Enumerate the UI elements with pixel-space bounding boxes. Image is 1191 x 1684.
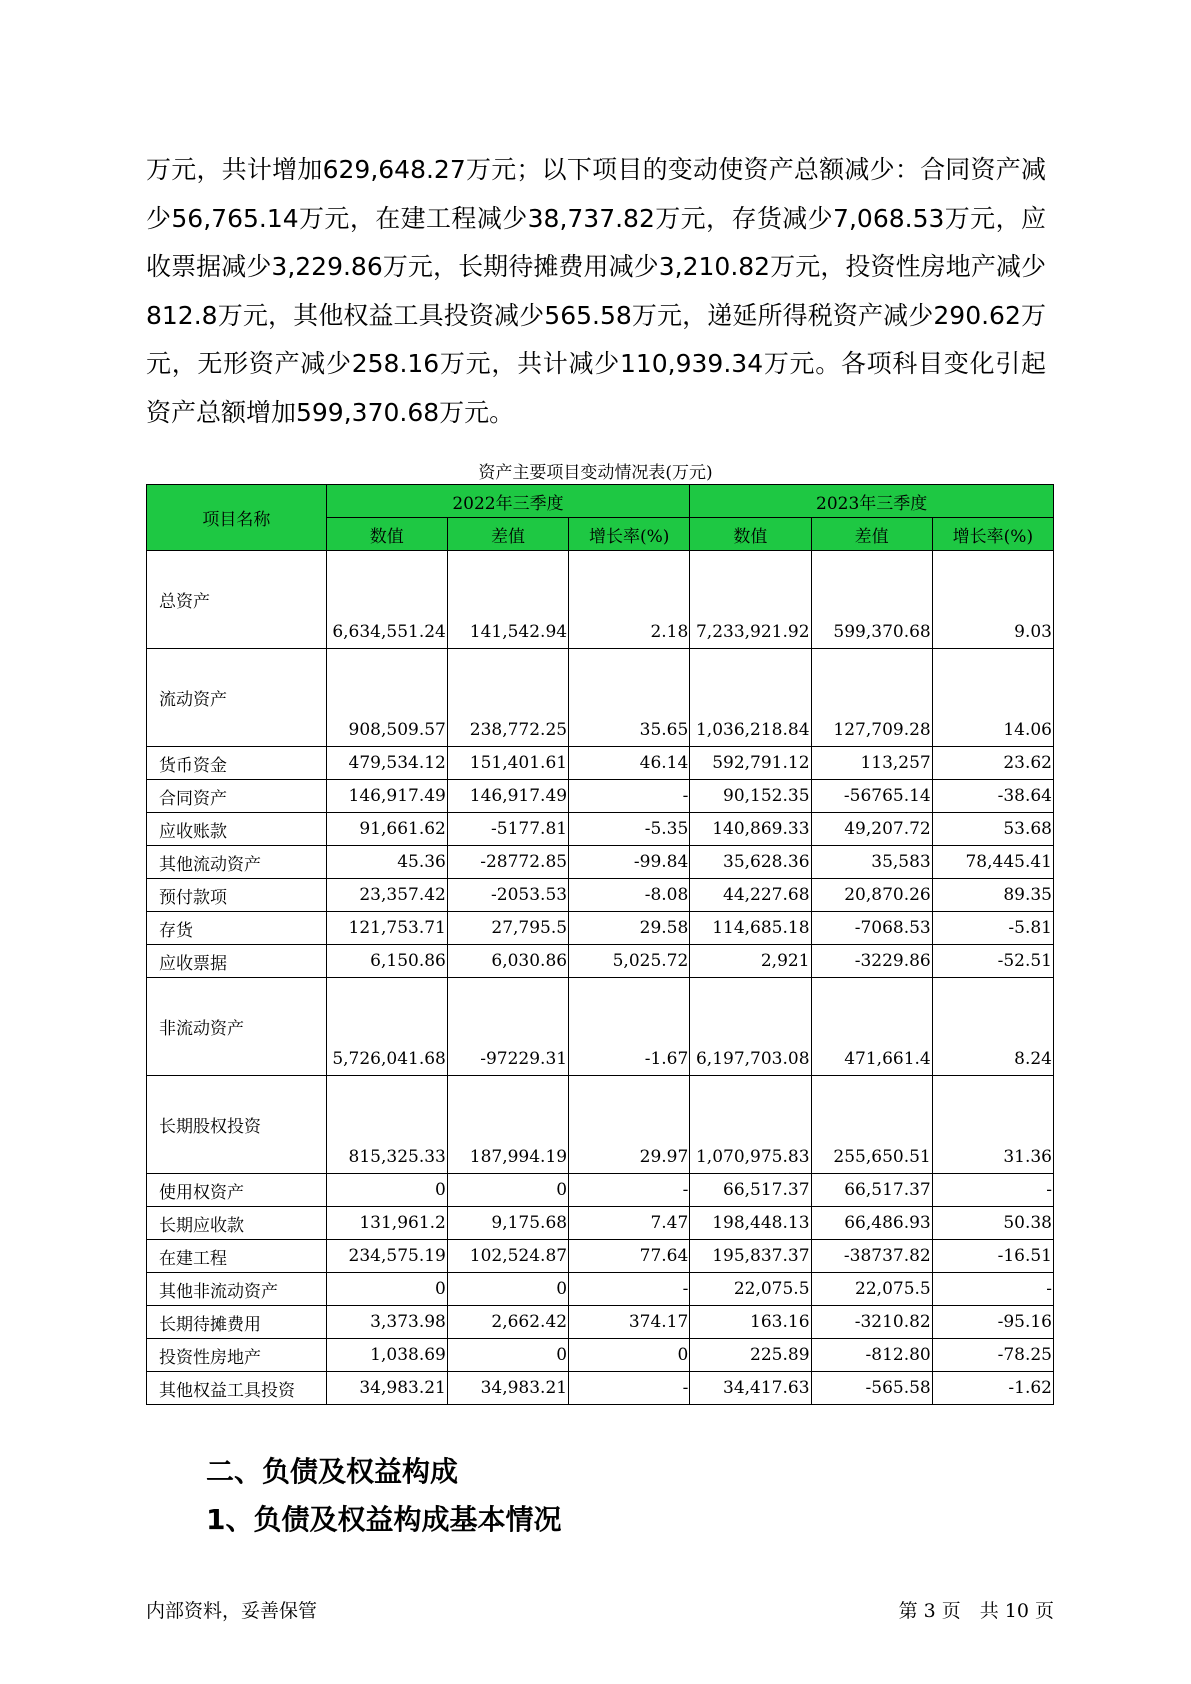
- table-cell: 78,445.41: [932, 846, 1053, 879]
- table-row: [147, 1174, 1054, 1207]
- table-cell: 140,869.33: [690, 813, 811, 846]
- table-cell: 6,030.86: [447, 945, 568, 978]
- subheader-value-2023: 数值: [690, 518, 811, 551]
- table-cell: 49,207.72: [811, 813, 932, 846]
- subheader-diff-2023: 差值: [811, 518, 932, 551]
- table-cell: 121,753.71: [326, 912, 447, 945]
- table-cell: 34,417.63: [690, 1372, 811, 1405]
- table-cell: 5,726,041.68: [326, 978, 447, 1076]
- table-cell: 1,070,975.83: [690, 1076, 811, 1174]
- table-cell: 131,961.2: [326, 1207, 447, 1240]
- table-row: [147, 649, 1054, 747]
- table-caption: 资产主要项目变动情况表(万元): [478, 463, 713, 483]
- row-label: 其他流动资产: [147, 846, 327, 879]
- table-cell: 471,661.4: [811, 978, 932, 1076]
- header-period-2022: 2022年三季度: [326, 485, 690, 518]
- table-cell: 374.17: [569, 1306, 690, 1339]
- table-cell: 479,534.12: [326, 747, 447, 780]
- table-cell: -: [932, 1174, 1053, 1207]
- table-cell: 9.03: [932, 551, 1053, 649]
- table-row: [147, 551, 1054, 649]
- table-row: [147, 1207, 1054, 1240]
- table-row: [147, 1306, 1054, 1339]
- row-label: 长期应收款: [147, 1207, 327, 1240]
- table-cell: 187,994.19: [447, 1076, 568, 1174]
- table-cell: 22,075.5: [811, 1273, 932, 1306]
- table-row: [147, 846, 1054, 879]
- subsection-heading: 1、负债及权益构成基本情况: [206, 1503, 562, 1536]
- table-cell: 31.36: [932, 1076, 1053, 1174]
- table-cell: 35.65: [569, 649, 690, 747]
- section-heading: 二、负债及权益构成: [206, 1455, 459, 1488]
- table-cell: 225.89: [690, 1339, 811, 1372]
- table-cell: 27,795.5: [447, 912, 568, 945]
- row-label: 长期待摊费用: [147, 1306, 327, 1339]
- table-cell: 66,517.37: [690, 1174, 811, 1207]
- table-row: [147, 1240, 1054, 1273]
- subheader-value-2022: 数值: [326, 518, 447, 551]
- table-cell: -28772.85: [447, 846, 568, 879]
- table-row: [147, 945, 1054, 978]
- table-cell: -3210.82: [811, 1306, 932, 1339]
- table-cell: -: [569, 1174, 690, 1207]
- table-row: [147, 1273, 1054, 1306]
- table-cell: 113,257: [811, 747, 932, 780]
- table-cell: 599,370.68: [811, 551, 932, 649]
- row-label: 总资产: [147, 551, 327, 649]
- table-cell: 89.35: [932, 879, 1053, 912]
- table-cell: 141,542.94: [447, 551, 568, 649]
- table-cell: 0: [447, 1339, 568, 1372]
- table-cell: 45.36: [326, 846, 447, 879]
- table-cell: -95.16: [932, 1306, 1053, 1339]
- table-cell: 146,917.49: [326, 780, 447, 813]
- table-cell: 91,661.62: [326, 813, 447, 846]
- table-cell: 2,921: [690, 945, 811, 978]
- table-cell: 0: [447, 1273, 568, 1306]
- header-period-2023: 2023年三季度: [690, 485, 1054, 518]
- table-cell: 908,509.57: [326, 649, 447, 747]
- table-cell: -5.35: [569, 813, 690, 846]
- table-row: [147, 1339, 1054, 1372]
- subheader-growth-2023: 增长率(%): [932, 518, 1053, 551]
- table-cell: -3229.86: [811, 945, 932, 978]
- table-cell: 1,038.69: [326, 1339, 447, 1372]
- table-cell: 29.97: [569, 1076, 690, 1174]
- table-cell: 23,357.42: [326, 879, 447, 912]
- table-cell: 7,233,921.92: [690, 551, 811, 649]
- table-cell: -38.64: [932, 780, 1053, 813]
- table-cell: 2.18: [569, 551, 690, 649]
- table-cell: -16.51: [932, 1240, 1053, 1273]
- table-cell: 9,175.68: [447, 1207, 568, 1240]
- table-cell: 77.64: [569, 1240, 690, 1273]
- table-row: [147, 813, 1054, 846]
- footer-note: 内部资料，妥善保管: [146, 1600, 318, 1622]
- table-cell: 151,401.61: [447, 747, 568, 780]
- table-cell: 2,662.42: [447, 1306, 568, 1339]
- row-label: 存货: [147, 912, 327, 945]
- row-label: 其他非流动资产: [147, 1273, 327, 1306]
- subheader-growth-2022: 增长率(%): [569, 518, 690, 551]
- table-cell: 592,791.12: [690, 747, 811, 780]
- table-cell: -: [932, 1273, 1053, 1306]
- table-cell: 90,152.35: [690, 780, 811, 813]
- table-cell: 44,227.68: [690, 879, 811, 912]
- table-cell: -38737.82: [811, 1240, 932, 1273]
- table-cell: -1.67: [569, 978, 690, 1076]
- row-label: 应收账款: [147, 813, 327, 846]
- table-cell: -812.80: [811, 1339, 932, 1372]
- table-cell: -99.84: [569, 846, 690, 879]
- table-row: [147, 879, 1054, 912]
- table-row: [147, 1372, 1054, 1405]
- row-label: 货币资金: [147, 747, 327, 780]
- table-cell: 20,870.26: [811, 879, 932, 912]
- table-cell: 6,150.86: [326, 945, 447, 978]
- row-label: 应收票据: [147, 945, 327, 978]
- table-cell: 35,628.36: [690, 846, 811, 879]
- table-cell: 198,448.13: [690, 1207, 811, 1240]
- table-cell: 14.06: [932, 649, 1053, 747]
- table-body: [147, 551, 1054, 1405]
- table-cell: -8.08: [569, 879, 690, 912]
- table-cell: 3,373.98: [326, 1306, 447, 1339]
- row-label: 流动资产: [147, 649, 327, 747]
- row-label: 使用权资产: [147, 1174, 327, 1207]
- table-cell: 0: [447, 1174, 568, 1207]
- table-cell: 146,917.49: [447, 780, 568, 813]
- table-cell: 114,685.18: [690, 912, 811, 945]
- subheader-diff-2022: 差值: [447, 518, 568, 551]
- table-cell: -78.25: [932, 1339, 1053, 1372]
- table-cell: -565.58: [811, 1372, 932, 1405]
- page-number: 第 3 页 共 10 页: [898, 1600, 1054, 1622]
- header-item-name: 项目名称: [147, 485, 327, 551]
- table-cell: -2053.53: [447, 879, 568, 912]
- asset-changes-table: [146, 484, 1054, 1405]
- table-cell: -5.81: [932, 912, 1053, 945]
- table-cell: 34,983.21: [326, 1372, 447, 1405]
- table-cell: 66,517.37: [811, 1174, 932, 1207]
- table-cell: 8.24: [932, 978, 1053, 1076]
- table-row: [147, 1076, 1054, 1174]
- table-cell: -56765.14: [811, 780, 932, 813]
- table-row: [147, 747, 1054, 780]
- table-cell: 66,486.93: [811, 1207, 932, 1240]
- table-cell: 7.47: [569, 1207, 690, 1240]
- table-cell: -: [569, 1273, 690, 1306]
- table-row: [147, 912, 1054, 945]
- table-cell: 35,583: [811, 846, 932, 879]
- table-cell: 0: [326, 1273, 447, 1306]
- table-cell: 195,837.37: [690, 1240, 811, 1273]
- row-label: 长期股权投资: [147, 1076, 327, 1174]
- row-label: 其他权益工具投资: [147, 1372, 327, 1405]
- table-cell: 34,983.21: [447, 1372, 568, 1405]
- body-paragraph: 万元，共计增加629,648.27万元；以下项目的变动使资产总额减少：合同资产减少56,765.14万元，在建工程减少38,737.82万元，存货减少7,068.53万元，应收票据减少3,229.86万元，长期待摊费用减少3,210.82万元，投资性房地产减少812.8万元，其他权益工具投资减少565.58万元，递延所得税资产减少290.62万元，无形资产减少258.16万元，共计减少110,939.34万元。各项科目变化引起资产总额增加599,370.68万元。: [146, 155, 1046, 427]
- table-cell: 1,036,218.84: [690, 649, 811, 747]
- table-cell: 238,772.25: [447, 649, 568, 747]
- table-cell: -7068.53: [811, 912, 932, 945]
- table-cell: -1.62: [932, 1372, 1053, 1405]
- table-cell: 163.16: [690, 1306, 811, 1339]
- table-cell: 0: [326, 1174, 447, 1207]
- table-cell: 50.38: [932, 1207, 1053, 1240]
- table-cell: 5,025.72: [569, 945, 690, 978]
- row-label: 在建工程: [147, 1240, 327, 1273]
- table-cell: 6,197,703.08: [690, 978, 811, 1076]
- table-cell: -: [569, 780, 690, 813]
- table-cell: -52.51: [932, 945, 1053, 978]
- table-cell: -5177.81: [447, 813, 568, 846]
- table-cell: 0: [569, 1339, 690, 1372]
- table-cell: 22,075.5: [690, 1273, 811, 1306]
- table-cell: 255,650.51: [811, 1076, 932, 1174]
- table-row: [147, 978, 1054, 1076]
- row-label: 非流动资产: [147, 978, 327, 1076]
- table-cell: 53.68: [932, 813, 1053, 846]
- table-cell: 127,709.28: [811, 649, 932, 747]
- table-cell: -97229.31: [447, 978, 568, 1076]
- row-label: 投资性房地产: [147, 1339, 327, 1372]
- table-cell: 102,524.87: [447, 1240, 568, 1273]
- table-cell: 23.62: [932, 747, 1053, 780]
- table-cell: -: [569, 1372, 690, 1405]
- row-label: 预付款项: [147, 879, 327, 912]
- table-row: [147, 780, 1054, 813]
- table-cell: 234,575.19: [326, 1240, 447, 1273]
- row-label: 合同资产: [147, 780, 327, 813]
- table-cell: 815,325.33: [326, 1076, 447, 1174]
- table-cell: 29.58: [569, 912, 690, 945]
- table-cell: 6,634,551.24: [326, 551, 447, 649]
- table-cell: 46.14: [569, 747, 690, 780]
